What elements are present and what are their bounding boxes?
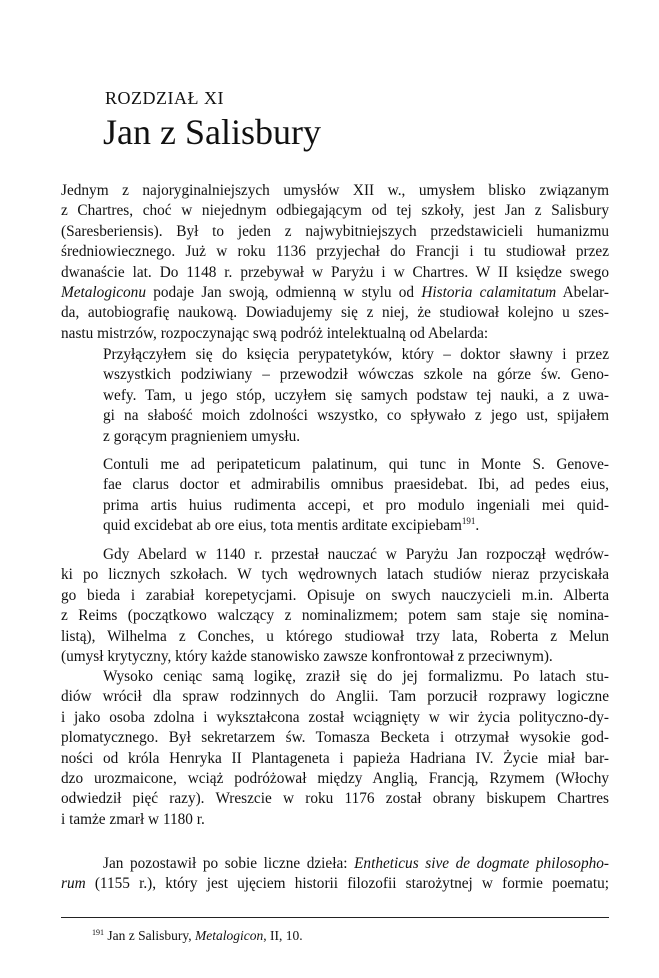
text-line: odwiedził pięć razy). Wreszcie w roku 1176 został obrany biskupem Chartres: [61, 790, 609, 808]
work-title-entheticus: Entheticus sive de dogmate philosopho-: [354, 855, 609, 872]
text-line: dzo urozmaicone, wciąż podróżował między Anglią, Francją, Rzymem (Włochy: [61, 769, 609, 787]
text-line: diów wrócił dla spraw rodzinnych do Anglii. Tam porzucił rozprawy logiczne: [61, 688, 609, 706]
text-segment: Jan pozostawił po sobie liczne dzieła:: [103, 855, 355, 872]
text-line: plomatycznego. Był sekretarzem św. Tomasza Becketa i otrzymał wysokie god-: [61, 729, 609, 747]
work-title-metalogicon: Metalogiconu: [61, 283, 146, 301]
footnote-number: 191: [92, 928, 104, 937]
chapter-label: ROZDZIAŁ XI: [105, 88, 224, 108]
text-segment: (1155 r.), który jest ujęciem historii filozofii starożytnej w formie poematu;: [85, 875, 609, 893]
text-line: [61, 854, 609, 874]
work-title-historia: Historia calamitatum: [421, 283, 557, 301]
footnote-text: Jan z Salisbury,: [104, 928, 195, 943]
footnote-text: , II, 10.: [263, 928, 303, 943]
quote-line: wszystkich podziwiany – przewodził wówczas szkole na górze św. Geno-: [103, 366, 609, 384]
text-line: Jednym z najoryginalniejszych umysłów XII w., umysłem blisko związanym: [61, 182, 609, 199]
text-line: Gdy Abelard w 1140 r. przestał nauczać w Paryżu Jan rozpoczął wędrów-: [103, 546, 609, 563]
text-line: średniowiecznego. Już w roku 1136 przyjechał do Francji i tu studiował przez: [61, 243, 609, 261]
text-line: nastu mistrzów, rozpoczynając swą podróż intelektualną od Abelarda:: [61, 324, 489, 342]
text-segment: podaje Jan swoją, odmienną w stylu od: [145, 283, 422, 301]
text-line: dwanaście lat. Do 1148 r. przebywał w Paryżu i w Chartres. W II księdze swego: [61, 263, 609, 281]
block-quote-latin: [103, 455, 609, 537]
text-segment: Abelar-: [556, 283, 609, 301]
work-title-entheticus-cont: rum: [61, 875, 86, 893]
text-line: [61, 283, 609, 303]
text-line: da, autobiografię naukową. Dowiadujemy się z niej, że studiował kolejno u szes-: [61, 304, 609, 322]
paragraph-wanderings: [61, 545, 609, 667]
quote-line: wefy. Tam, u jego stóp, uczyłem się samych podstaw tej nauki, a z uwa-: [103, 386, 609, 404]
quote-line: Przyłączyłem się do księcia perypatetyków, który – doktor sławny i przez: [103, 346, 609, 363]
text-segment: .: [475, 517, 480, 535]
text-line: (Saresberiensis). Był to jeden z najwybitniejszych przedstawicieli humanizmu: [61, 222, 609, 240]
quote-line: prima artis huius rudimenta accepi, et pro modulo ingeniali mei quid-: [103, 496, 609, 514]
quote-line: [103, 516, 609, 536]
text-line: ności od króla Henryka II Plantageneta i papieża Hadriana IV. Życie miał bar-: [61, 749, 609, 767]
block-quote-polish: [103, 345, 609, 447]
text-line: [61, 874, 609, 894]
footnote-reference[interactable]: 191: [461, 516, 476, 527]
text-line: go bieda i zarabiał korepetycjami. Opisuje on swych nauczycieli m.in. Alberta: [61, 586, 609, 604]
quote-line: fae clarus doctor et admirabilis omnibus praesidebat. Ibi, ad pedes eius,: [103, 476, 609, 494]
text-line: z Reims (początkowo walczący z nominalizmem; potem sam staje się nomina-: [61, 607, 609, 625]
chapter-title: Jan z Salisbury: [103, 112, 321, 152]
quote-line: Contuli me ad peripateticum palatinum, qui tunc in Monte S. Genove-: [103, 456, 609, 473]
text-segment: quid excidebat ab ore eius, tota mentis arditate excipiebam: [103, 517, 462, 535]
text-line: i jako osoba zdolna i wykształcona został wciągnięty w wir życia polityczno-dy-: [61, 708, 609, 726]
footnote-divider: [61, 917, 609, 918]
quote-line: gi na słabość moich zdolności wszystko, co spływało z jego ust, spijałem: [103, 407, 609, 425]
footnote: [92, 927, 303, 945]
paragraph-career: [61, 667, 609, 830]
paragraph-intro: [61, 181, 609, 344]
text-line: z Chartres, choć w niejednym odbiegającym od tej szkoły, jest Jan z Salisbury: [61, 202, 609, 220]
text-line: (umysł krytyczny, który każde stanowisko zawsze konfrontował z przeciwnym).: [61, 647, 553, 665]
quote-line: z gorącym pragnieniem umysłu.: [103, 427, 301, 445]
text-line: listą), Wilhelma z Conches, u którego studiował trzy lata, Roberta z Melun: [61, 627, 609, 645]
text-line: ki po licznych szkołach. W tych wędrownych latach studiów nieraz przyciskała: [61, 566, 609, 584]
text-line: Wysoko ceniąc samą logikę, zraził się do jej formalizmu. Po latach stu-: [103, 668, 609, 685]
text-line: i tamże zmarł w 1180 r.: [61, 810, 205, 828]
footnote-work-title: Metalogicon: [195, 928, 264, 943]
paragraph-works: [61, 854, 609, 895]
